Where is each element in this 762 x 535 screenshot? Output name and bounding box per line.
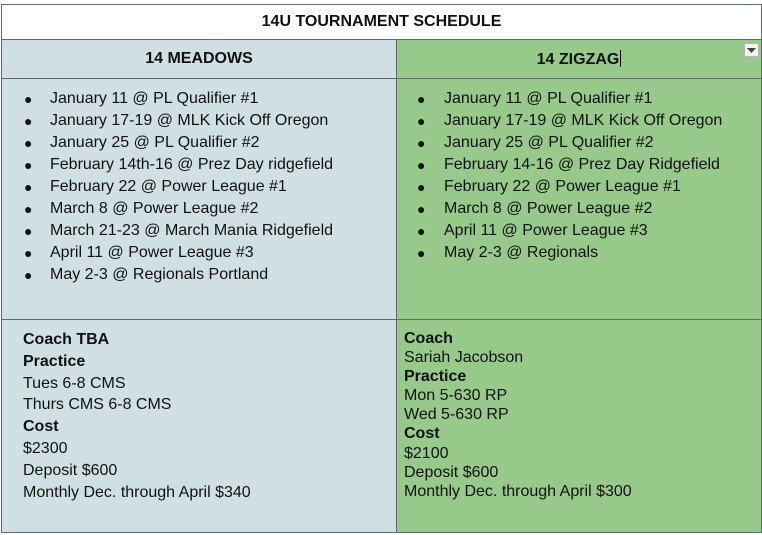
- dropdown-arrow-icon[interactable]: [744, 43, 759, 57]
- event-text: March 8 @ Power League #2: [444, 200, 653, 217]
- event-text: April 11 @ Power League #3: [50, 244, 254, 261]
- bullet-icon: ●: [24, 267, 33, 283]
- team-header-zigzag[interactable]: [397, 40, 762, 79]
- event-text: January 25 @ PL Qualifier #2: [444, 134, 654, 151]
- cost-line: $2100: [404, 444, 449, 462]
- bullet-icon: ●: [24, 223, 33, 239]
- bullet-icon: ●: [417, 135, 426, 151]
- bullet-icon: ●: [417, 201, 426, 217]
- event-item: [397, 220, 761, 242]
- bullet-icon: ●: [417, 157, 426, 173]
- event-item: [2, 110, 396, 132]
- event-text: January 17-19 @ MLK Kick Off Oregon: [50, 112, 329, 129]
- bullet-icon: ●: [417, 113, 426, 129]
- event-item: [2, 264, 396, 286]
- event-text: January 25 @ PL Qualifier #2: [50, 134, 260, 151]
- event-text: February 14-16 @ Prez Day Ridgefield: [444, 156, 720, 173]
- event-item: [397, 242, 761, 264]
- cost-heading: Cost: [23, 418, 59, 436]
- event-text: January 11 @ PL Qualifier #1: [444, 90, 653, 107]
- bullet-icon: ●: [24, 157, 33, 173]
- bullet-icon: ●: [417, 245, 426, 261]
- event-text: March 8 @ Power League #2: [50, 200, 259, 217]
- coach-name: Sariah Jacobson: [404, 349, 524, 367]
- event-item: [2, 220, 396, 242]
- event-text: February 14th-16 @ Prez Day ridgefield: [50, 156, 334, 173]
- event-text: May 2-3 @ Regionals: [444, 244, 599, 261]
- event-item: [397, 154, 761, 176]
- event-text: February 22 @ Power League #1: [50, 178, 287, 195]
- event-item: [397, 198, 761, 220]
- event-text: February 22 @ Power League #1: [444, 178, 681, 195]
- text-cursor: [620, 50, 621, 67]
- event-item: [2, 154, 396, 176]
- zigzag-info: [397, 320, 761, 501]
- event-item: [2, 242, 396, 264]
- bullet-icon: ●: [24, 179, 33, 195]
- team-header-meadows[interactable]: [2, 40, 397, 79]
- bullet-icon: ●: [24, 91, 33, 107]
- coach-heading: Coach TBA: [23, 331, 110, 348]
- zigzag-events-list: [397, 79, 761, 264]
- zigzag-info-cell[interactable]: [397, 320, 762, 533]
- event-item: [2, 88, 396, 110]
- cost-line: Monthly Dec. through April $300: [404, 482, 632, 500]
- practice-line: Thurs CMS 6-8 CMS: [23, 396, 172, 414]
- event-text: March 21-23 @ March Mania Ridgefield: [50, 222, 334, 239]
- event-item: [397, 110, 761, 132]
- meadows-info-cell[interactable]: [2, 320, 397, 533]
- meadows-info: [2, 320, 396, 503]
- schedule-title[interactable]: 14U TOURNAMENT SCHEDULE: [2, 5, 762, 40]
- event-item: [397, 88, 761, 110]
- cost-line: Deposit $600: [404, 463, 499, 481]
- event-text: May 2-3 @ Regionals Portland: [50, 266, 269, 283]
- event-item: [397, 176, 761, 198]
- practice-heading: Practice: [23, 352, 86, 370]
- event-text: January 11 @ PL Qualifier #1: [50, 90, 259, 107]
- bullet-icon: ●: [24, 201, 33, 217]
- cost-line: Monthly Dec. through April $340: [23, 483, 251, 501]
- practice-line: Tues 6-8 CMS: [23, 374, 126, 392]
- practice-line: Wed 5-630 RP: [404, 406, 509, 424]
- meadows-events-list: [2, 79, 396, 286]
- bullet-icon: ●: [24, 113, 33, 129]
- cost-heading: Cost: [404, 425, 440, 443]
- event-item: [2, 198, 396, 220]
- bullet-icon: ●: [24, 245, 33, 261]
- bullet-icon: ●: [417, 223, 426, 239]
- coach-heading: Coach: [404, 330, 453, 347]
- event-item: [2, 132, 396, 154]
- team-name-meadows: 14 MEADOWS: [145, 50, 253, 67]
- cost-line: Deposit $600: [23, 461, 118, 479]
- event-text: April 11 @ Power League #3: [444, 222, 648, 239]
- cost-line: $2300: [23, 439, 68, 457]
- event-text: January 17-19 @ MLK Kick Off Oregon: [444, 112, 723, 129]
- event-item: [2, 176, 396, 198]
- practice-line: Mon 5-630 RP: [404, 387, 508, 405]
- bullet-icon: ●: [417, 179, 426, 195]
- team-name-zigzag: 14 ZIGZAG: [536, 50, 620, 68]
- tournament-schedule-table: [1, 4, 762, 533]
- zigzag-events-cell[interactable]: [397, 79, 762, 320]
- meadows-events-cell[interactable]: [2, 79, 397, 320]
- practice-heading: Practice: [404, 368, 467, 386]
- bullet-icon: ●: [417, 91, 426, 107]
- bullet-icon: ●: [24, 135, 33, 151]
- event-item: [397, 132, 761, 154]
